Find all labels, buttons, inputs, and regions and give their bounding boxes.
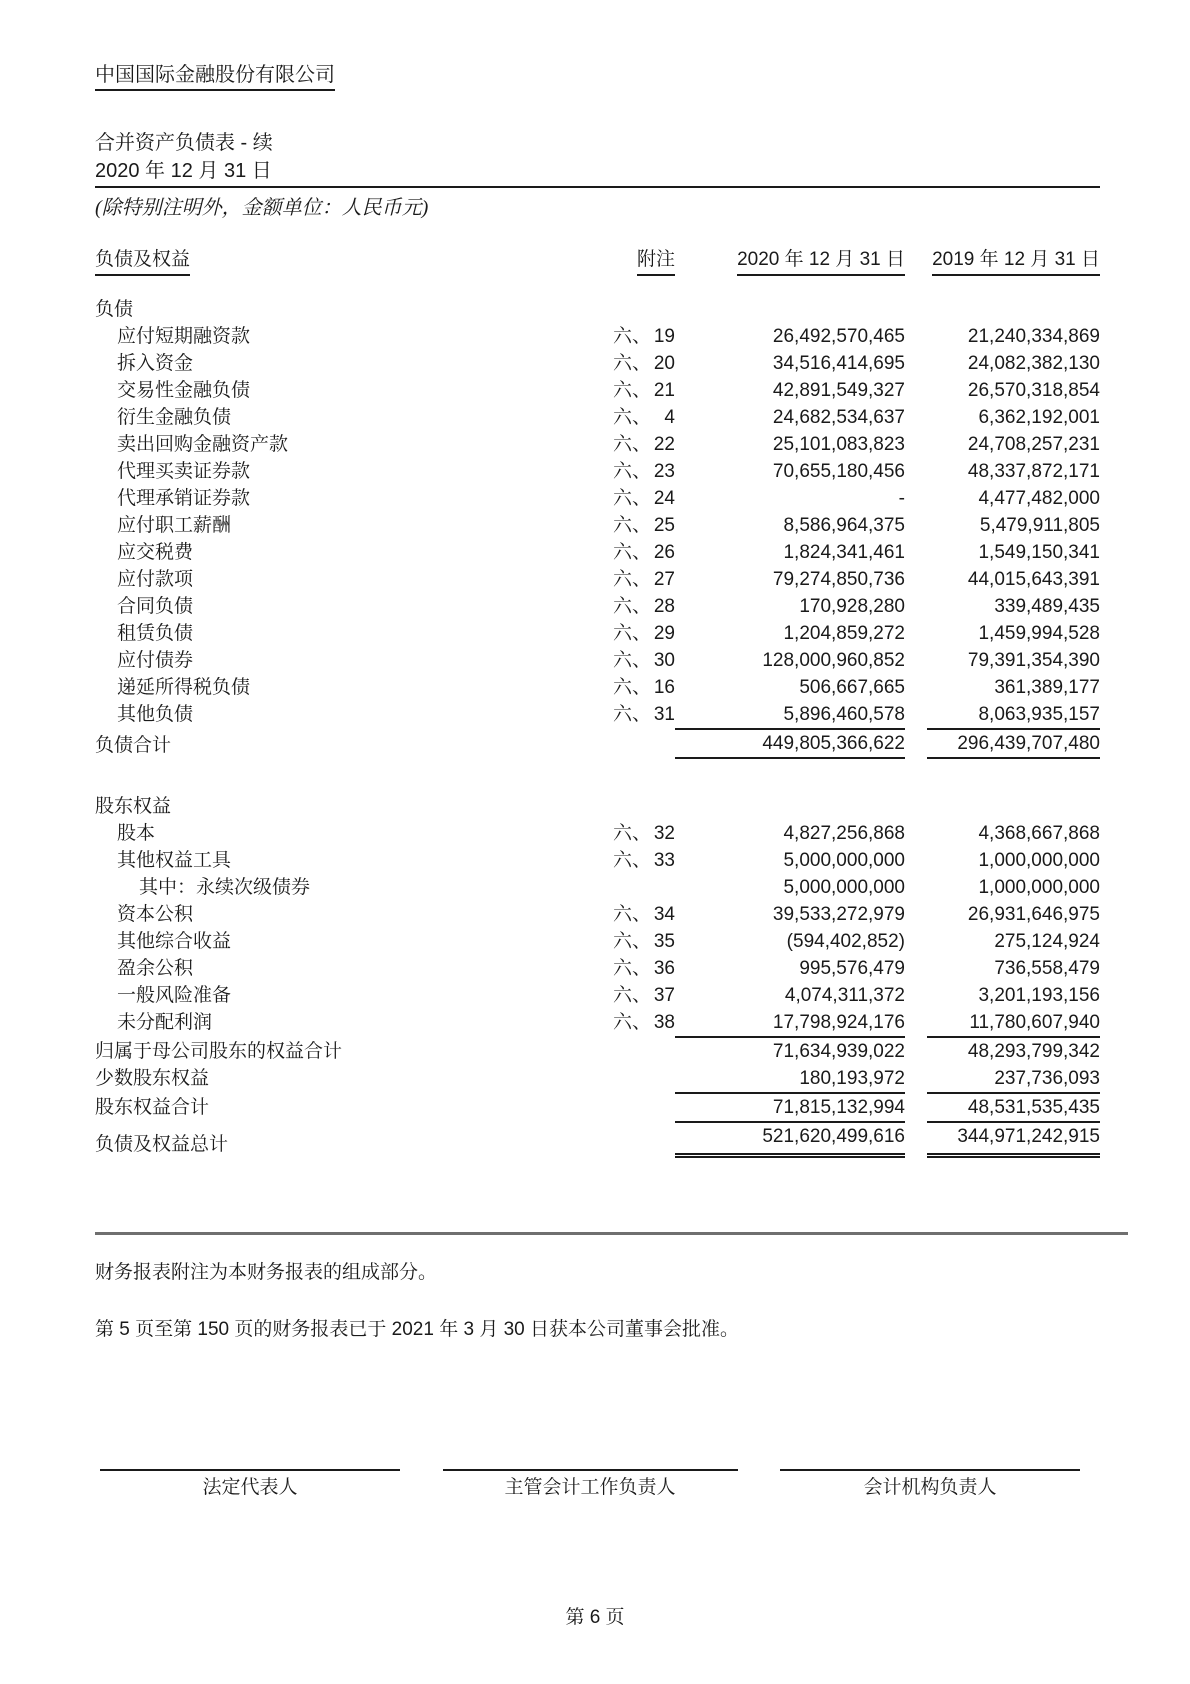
table-row — [95, 323, 1100, 350]
note-prefix: 六、 — [612, 461, 651, 482]
signature-block — [100, 1469, 1080, 1501]
note-number: 24 — [653, 488, 675, 509]
value-2020: 8,586,964,375 — [783, 515, 905, 536]
value-2020: 5,000,000,000 — [783, 877, 905, 898]
note-prefix: 六、 — [612, 904, 651, 925]
table-row — [95, 404, 1100, 431]
row-label: 交易性金融负债 — [117, 380, 251, 401]
value-2019: 26,931,646,975 — [967, 904, 1100, 925]
note-ref — [575, 847, 675, 874]
value-2020: 71,634,939,022 — [675, 1036, 905, 1065]
row-label: 拆入资金 — [117, 353, 194, 374]
value-2019: 6,362,192,001 — [978, 407, 1100, 428]
row-label: 衍生金融负债 — [117, 407, 232, 428]
header-2020-cell — [675, 246, 905, 276]
table-row — [95, 593, 1100, 620]
note-ref — [575, 323, 675, 350]
value-2020: 170,928,280 — [799, 596, 905, 617]
value-2019: 4,368,667,868 — [978, 823, 1100, 844]
note-number: 19 — [653, 326, 675, 347]
note-number: 29 — [653, 623, 675, 644]
note-ref — [575, 874, 675, 901]
company-name: 中国国际金融股份有限公司 — [95, 62, 335, 91]
note-prefix: 六、 — [612, 931, 651, 952]
spacer-row — [95, 759, 1100, 793]
value-2019: 79,391,354,390 — [967, 650, 1100, 671]
row-label: 未分配利润 — [117, 1012, 213, 1033]
note-ref — [575, 901, 675, 928]
value-2019: 4,477,482,000 — [978, 488, 1100, 509]
value-2019: 1,459,994,528 — [978, 623, 1100, 644]
note-prefix: 六、 — [612, 515, 651, 536]
value-2019: 344,971,242,915 — [927, 1121, 1100, 1158]
table-row — [95, 620, 1100, 647]
table-row — [95, 1065, 1100, 1092]
row-label: 负债及权益总计 — [95, 1134, 229, 1155]
value-2019: 3,201,193,156 — [978, 985, 1100, 1006]
row-label: 代理买卖证券款 — [117, 461, 251, 482]
row-label: 代理承销证券款 — [117, 488, 251, 509]
value-2020: 4,074,311,372 — [784, 985, 905, 1006]
note-number: 37 — [653, 985, 675, 1006]
signature-label: 主管会计工作负责人 — [504, 1477, 676, 1498]
balance-sheet-table — [95, 246, 1100, 1158]
value-2020: 1,824,341,461 — [783, 542, 905, 563]
note-ref — [575, 458, 675, 485]
note-prefix: 六、 — [612, 704, 651, 725]
value-2019: 1,549,150,341 — [978, 542, 1100, 563]
value-2020: 71,815,132,994 — [675, 1092, 905, 1121]
table-row — [95, 431, 1100, 458]
note-ref — [575, 1121, 675, 1158]
value-2020: 79,274,850,736 — [772, 569, 905, 590]
note-ref — [575, 647, 675, 674]
note-number: 38 — [653, 1012, 675, 1033]
signature-line — [100, 1469, 400, 1501]
note-number: 34 — [653, 904, 675, 925]
table-row — [95, 458, 1100, 485]
note-ref — [575, 566, 675, 593]
page-content — [95, 0, 1100, 1501]
table-row — [95, 820, 1100, 847]
row-label: 少数股东权益 — [95, 1068, 210, 1089]
table-row — [95, 1121, 1100, 1158]
note-ref — [575, 1065, 675, 1092]
note-ref — [575, 728, 675, 759]
value-2020: 39,533,272,979 — [772, 904, 905, 925]
table-row — [95, 982, 1100, 1009]
note-number: 22 — [653, 434, 675, 455]
note-ref — [575, 431, 675, 458]
value-2020: 128,000,960,852 — [762, 650, 905, 671]
note-ref — [575, 1036, 675, 1065]
value-2019: 11,780,607,940 — [969, 1012, 1100, 1033]
note-ref — [575, 404, 675, 431]
page-number: 第 6 页 — [565, 1607, 625, 1628]
note-ref — [575, 512, 675, 539]
note-prefix: 六、 — [612, 823, 651, 844]
note-ref — [575, 793, 675, 820]
value-2020: 521,620,499,616 — [675, 1121, 905, 1158]
note-prefix: 六、 — [612, 985, 651, 1006]
table-row — [95, 928, 1100, 955]
value-2019: 275,124,924 — [994, 931, 1100, 952]
value-2019: 8,063,935,157 — [978, 704, 1100, 725]
note-number: 35 — [653, 931, 675, 952]
value-2019: 48,293,799,342 — [927, 1036, 1100, 1065]
value-2019: 237,736,093 — [994, 1068, 1100, 1089]
table-row — [95, 728, 1100, 759]
note-number: 21 — [653, 380, 675, 401]
table-row — [95, 485, 1100, 512]
value-2019: 1,000,000,000 — [978, 877, 1100, 898]
signature-label: 法定代表人 — [202, 1477, 298, 1498]
value-2019: 48,531,535,435 — [927, 1092, 1100, 1121]
table-row — [95, 674, 1100, 701]
row-label: 租赁负债 — [117, 623, 194, 644]
signature-label: 会计机构负责人 — [863, 1477, 997, 1498]
table-row — [95, 955, 1100, 982]
note-ref — [575, 377, 675, 404]
value-2019: 21,240,334,869 — [967, 326, 1100, 347]
value-2019: 24,082,382,130 — [967, 353, 1100, 374]
note-ref — [575, 674, 675, 701]
section-row — [95, 793, 1100, 820]
row-label: 递延所得税负债 — [117, 677, 251, 698]
section-row — [95, 296, 1100, 323]
table-row — [95, 566, 1100, 593]
value-2020: 70,655,180,456 — [772, 461, 905, 482]
row-label: 应付职工薪酬 — [117, 515, 232, 536]
value-2020: 1,204,859,272 — [783, 623, 905, 644]
table-row — [95, 701, 1100, 728]
signature-line — [780, 1469, 1080, 1501]
row-label: 盈余公积 — [117, 958, 194, 979]
note-number: 20 — [653, 353, 675, 374]
note-prefix: 六、 — [612, 650, 651, 671]
table-row — [95, 1036, 1100, 1065]
row-label: 应交税费 — [117, 542, 194, 563]
note-number: 4 — [664, 407, 675, 428]
row-label: 卖出回购金融资产款 — [117, 434, 289, 455]
note-number: 32 — [653, 823, 675, 844]
value-2020: 17,798,924,176 — [772, 1012, 905, 1033]
row-label: 资本公积 — [117, 904, 194, 925]
row-label: 其他权益工具 — [117, 850, 232, 871]
value-2020: (594,402,852) — [786, 931, 905, 952]
note-ref — [575, 928, 675, 955]
row-label: 负债 — [95, 299, 134, 320]
note-number: 33 — [653, 850, 675, 871]
row-label: 应付债券 — [117, 650, 194, 671]
table-header-row — [95, 246, 1100, 276]
value-2020: 34,516,414,695 — [772, 353, 905, 374]
value-2020: - — [898, 488, 905, 509]
note-prefix: 六、 — [612, 958, 651, 979]
note-ref — [575, 296, 675, 323]
row-label: 其他负债 — [117, 704, 194, 725]
table-row — [95, 647, 1100, 674]
header-2019-cell — [905, 246, 1100, 276]
note-number: 16 — [653, 677, 675, 698]
value-2019: 26,570,318,854 — [967, 380, 1100, 401]
note-prefix: 六、 — [612, 488, 651, 509]
spacer-row — [95, 276, 1100, 296]
table-row — [95, 874, 1100, 901]
table-row — [95, 901, 1100, 928]
header-item-cell — [95, 246, 575, 276]
header-item-label: 负债及权益 — [95, 248, 190, 276]
value-2020: 25,101,083,823 — [772, 434, 905, 455]
row-label: 负债合计 — [95, 735, 172, 756]
note-ref — [575, 982, 675, 1009]
value-2020: 26,492,570,465 — [772, 326, 905, 347]
note-ref — [575, 539, 675, 566]
note-number: 31 — [653, 704, 675, 725]
row-label: 股东权益合计 — [95, 1097, 210, 1118]
note-ref — [575, 485, 675, 512]
value-2019: 339,489,435 — [994, 596, 1100, 617]
row-label: 应付款项 — [117, 569, 194, 590]
note-number: 27 — [653, 569, 675, 590]
note-prefix: 六、 — [612, 353, 651, 374]
row-label: 股本 — [117, 823, 156, 844]
table-row — [95, 350, 1100, 377]
note-prefix: 六、 — [612, 434, 651, 455]
statement-note: 财务报表附注为本财务报表的组成部分。 — [95, 1262, 438, 1283]
value-2020: 995,576,479 — [799, 958, 905, 979]
value-2019: 48,337,872,171 — [967, 461, 1100, 482]
note-ref — [575, 820, 675, 847]
value-2019: 44,015,643,391 — [967, 569, 1100, 590]
row-label: 一般风险准备 — [117, 985, 232, 1006]
value-2019: 24,708,257,231 — [967, 434, 1100, 455]
value-2020: 506,667,665 — [799, 677, 905, 698]
row-label: 其他综合收益 — [117, 931, 232, 952]
row-label: 合同负债 — [117, 596, 194, 617]
note-number: 26 — [653, 542, 675, 563]
header-note-cell — [575, 246, 675, 276]
note-prefix: 六、 — [612, 596, 651, 617]
note-prefix: 六、 — [612, 326, 651, 347]
approval-note: 第 5 页至第 150 页的财务报表已于 2021 年 3 月 30 日获本公司董事会批准。 — [95, 1319, 740, 1340]
note-number: 36 — [653, 958, 675, 979]
table-row — [95, 1092, 1100, 1121]
note-number: 30 — [653, 650, 675, 671]
signature-line — [443, 1469, 738, 1501]
note-ref — [575, 620, 675, 647]
table-row — [95, 847, 1100, 874]
table-row — [95, 512, 1100, 539]
note-ref — [575, 955, 675, 982]
note-prefix: 六、 — [612, 569, 651, 590]
report-title: 合并资产负债表 - 续 — [95, 132, 273, 154]
row-label: 股东权益 — [95, 796, 172, 817]
table-row — [95, 1009, 1100, 1036]
header-2020-label: 2020 年 12 月 31 日 — [737, 248, 905, 276]
table-row — [95, 377, 1100, 404]
note-prefix: 六、 — [612, 380, 651, 401]
note-ref — [575, 701, 675, 728]
note-ref — [575, 350, 675, 377]
value-2020: 5,896,460,578 — [783, 704, 905, 725]
note-prefix: 六、 — [612, 677, 651, 698]
report-date: 2020 年 12 月 31 日 — [95, 157, 1100, 188]
value-2019: 5,479,911,805 — [979, 515, 1100, 536]
value-2019: 296,439,707,480 — [927, 728, 1100, 759]
row-label: 归属于母公司股东的权益合计 — [95, 1041, 343, 1062]
section-divider — [95, 1232, 1128, 1235]
value-2019: 1,000,000,000 — [978, 850, 1100, 871]
header-note-label: 附注 — [637, 248, 675, 276]
note-prefix: 六、 — [612, 850, 651, 871]
value-2020: 5,000,000,000 — [783, 850, 905, 871]
value-2019: 736,558,479 — [994, 958, 1100, 979]
unit-note: (除特别注明外，金额单位：人民币元) — [95, 197, 429, 219]
value-2020: 42,891,549,327 — [772, 380, 905, 401]
note-ref — [575, 593, 675, 620]
note-prefix: 六、 — [612, 407, 651, 428]
table-row — [95, 539, 1100, 566]
note-prefix: 六、 — [612, 1012, 651, 1033]
value-2020: 24,682,534,637 — [772, 407, 905, 428]
row-label: 其中：永续次级债券 — [139, 877, 311, 898]
note-ref — [575, 1009, 675, 1036]
row-label: 应付短期融资款 — [117, 326, 251, 347]
note-prefix: 六、 — [612, 542, 651, 563]
header-2019-label: 2019 年 12 月 31 日 — [932, 248, 1100, 276]
note-prefix: 六、 — [612, 623, 651, 644]
value-2020: 180,193,972 — [799, 1068, 905, 1089]
note-number: 28 — [653, 596, 675, 617]
value-2020: 4,827,256,868 — [783, 823, 905, 844]
value-2020: 449,805,366,622 — [675, 728, 905, 759]
note-ref — [575, 1092, 675, 1121]
note-number: 25 — [653, 515, 675, 536]
note-number: 23 — [653, 461, 675, 482]
value-2019: 361,389,177 — [994, 677, 1100, 698]
